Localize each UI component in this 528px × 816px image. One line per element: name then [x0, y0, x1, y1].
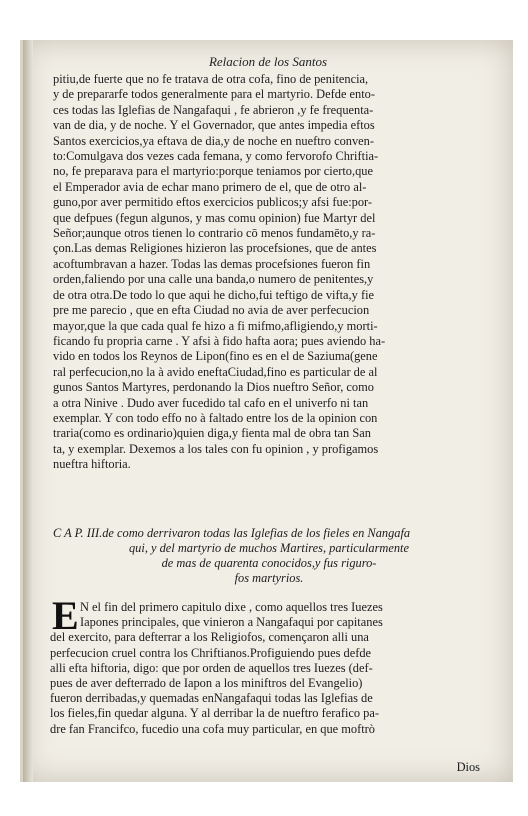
text-line: que defpues (fegun algunos, y mas comu opinion) fue Martyr del: [53, 210, 376, 225]
text-line: pre me parecio , que en efta Ciudad no avia de aver perfecucion: [53, 303, 370, 318]
text-line: ta, y exemplar. Dexemos a los tales con fu opinion , y profigamos: [53, 441, 379, 456]
chapter-heading-line: C A P. III.de como derrivaron todas las Iglefias de los fieles en Nangafa: [53, 526, 411, 540]
text-line: to:Comulgava dos vezes cada femana, y como fervorofo Chriftia-: [53, 149, 379, 164]
text-line: alli efta hiftoria, digo: que por orden de aquellos tres Iuezes (def-: [50, 660, 373, 675]
text-line: guno,por aver permitido eftos exercicios publicos;y afsi fue:por-: [53, 195, 373, 210]
text-line: ral perfecucion,no la à avido eneftaCiudad,fino es particular de al: [53, 364, 378, 379]
text-line: perfecucion cruel contra los Chriftianos.Profiguiendo pues defde: [50, 645, 372, 660]
text-line: Santos exercicios,ya eftava de dia,y de noche en nueftro conven-: [53, 133, 374, 148]
chapter-heading-line: de mas de quarenta conocidos,y fus riguro-: [161, 556, 377, 570]
text-line: Señor;aunque otros tienen lo contrario cō menos fundamēto,y ra-: [53, 226, 376, 241]
text-line: orden,faliendo por una calle una banda,o numero de penitentes,y: [53, 272, 374, 287]
text-line: pues de aver defterrado de Iapon a los miniftros del Evangelio): [50, 676, 363, 691]
text-line: exemplar. Y con todo effo no à faltado entre los de la opinion con: [53, 410, 378, 425]
text-line: a otra Ninive . Dudo aver fucedido tal cafo en el univerfo ni tan: [53, 395, 369, 410]
chapter-heading-line: fos martyrios.: [234, 571, 304, 585]
text-line: fueron derribadas,y quemadas enNangafaqui todas las Iglefias de: [50, 691, 373, 706]
catchword: Dios: [456, 760, 480, 774]
text-line: N el fin del primero capitulo dixe , como aquellos tres Iuezes: [80, 600, 383, 614]
text-line: dre fan Francifco, fucedio una cofa muy particular, en que moftrò: [50, 721, 375, 736]
text-line: gunos Santos Martyres, perdonando la Dios nueftro Señor, como: [53, 380, 374, 395]
text-line: del exercito, para defterrar a los Religiofos, començaron alli una: [50, 630, 369, 645]
text-line: ces todas las Iglefias de Nangafaqui , fe abrieron ,y fe frequenta-: [53, 102, 374, 117]
chapter-body: [50, 593, 480, 737]
drop-cap: E: [52, 593, 79, 638]
book-spine: [23, 40, 33, 782]
text-line: vido en todos los Reynos de Lipon(fino es en el de Saziuma(gene: [53, 349, 378, 364]
text-line: pitiu,de fuerte que no fe tratava de otra cofa, fino de penitencia,: [53, 72, 369, 86]
text-line: acoftumbravan a hazer. Todas las demas procefsiones fueron fin: [53, 256, 371, 271]
text-line: los fieles,fin quedar alguna. Y al derribar la de nueftro ferafico pa-: [50, 706, 379, 721]
paragraph: [53, 72, 485, 473]
text-line: traria(como es ordinario)quien diga,y fienta mal de obra tan San: [53, 426, 371, 441]
running-header: Relacion de los Santos: [208, 54, 328, 69]
text-line: y de prepararfe todos generalmente para el martyrio. Defde ento-: [53, 87, 375, 102]
text-line: ficando fu propria carne . Y afsi à fido hafta aora; pues aviendo ha-: [53, 333, 386, 348]
text-line: de otra otra.De todo lo que aqui he dicho,fui teftigo de vifta,y fie: [53, 287, 375, 302]
text-line: çon.Las demas Religiones hizieron las procefsiones, que de antes: [53, 241, 377, 256]
text-line: nueftra hiftoria.: [53, 457, 131, 472]
chapter-heading-line: qui, y del martyrio de muchos Martires, particularmente: [128, 541, 409, 555]
text-line: el Emperador avia de echar mano primero de el, que de otro al-: [53, 179, 367, 194]
text-line: van de dia, y de noche. Y el Governador, que antes impedia eftos: [53, 118, 375, 133]
text-line: no, fe preparava para el martyrio:porque teniamos por cierto,que: [53, 164, 373, 179]
text-line: mayor,que la que cada qual fe hizo a fi mifmo,afligiendo,y morti-: [53, 318, 378, 333]
chapter-heading: [53, 526, 485, 586]
text-line: Iapones principales, que vinieron a Nangafaqui por capitanes: [80, 615, 383, 630]
